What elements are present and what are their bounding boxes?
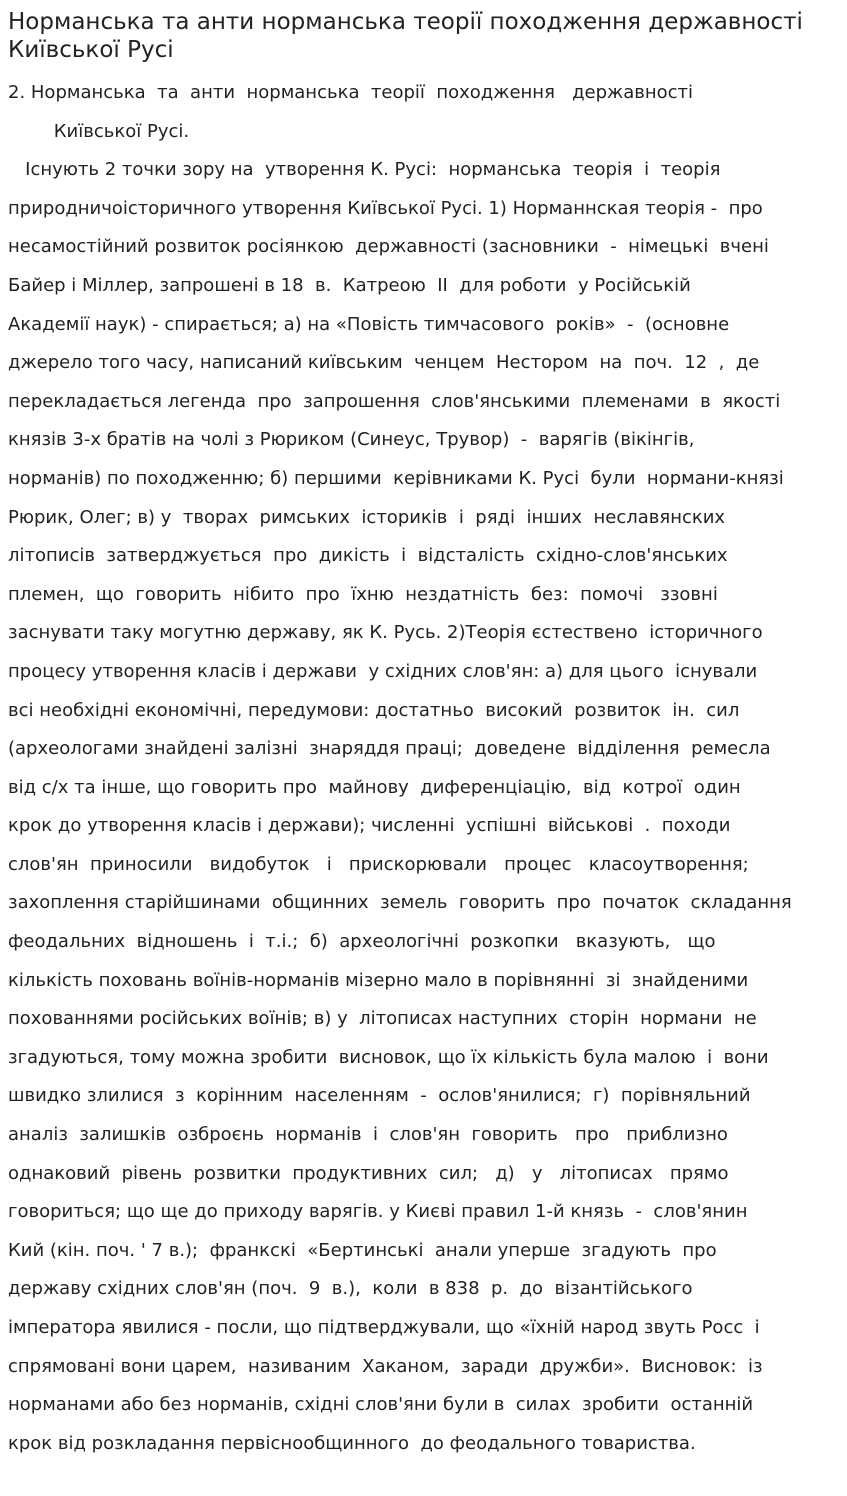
text-line: племен, що говорить нібито про їхню нездатність без: помочі ззовні [8, 583, 718, 605]
text-line: 2. Норманська та анти норманська теорії походження державності [8, 82, 694, 103]
text-line: процесу утворення класів і держави у східних слов'ян: а) для цього існували [8, 660, 758, 682]
text-line: (археологами знайдені залізні знаряддя праці; доведене відділення ремесла [8, 738, 771, 760]
text-line: заснувати таку могутню державу, як К. Русь. 2)Теорія єстествено історичного [8, 622, 763, 644]
text-line: Байер і Міллер, запрошені в 18 в. Катреою ІІ для роботи у Російській [8, 274, 691, 296]
text-line: кількість поховань воїнів-норманів мізерно мало в порівнянні зі знайденими [8, 969, 749, 991]
text-line: крок від розкладання первіснообщинного до феодального товариства. [8, 1432, 696, 1454]
document-title: Норманська та анти норманська теорії походження державності Київської Русі [8, 9, 803, 63]
text-line: норманів) по походженню; б) першими керівниками К. Русі були нормани-князі [8, 467, 784, 489]
text-line: похованнями російських воїнів; в) у літописах наступних сторін нормани не [8, 1008, 757, 1030]
text-line: Академії наук) - спирається; а) на «Повість тимчасового років» - (основне [8, 313, 730, 335]
text-line: несамостійний розвиток росіянкою державності (засновники - німецькі вчені [8, 236, 769, 258]
text-line: від с/х та інше, що говорить про майнову диференціацію, від котрої один [8, 776, 741, 798]
text-line: Кий (кін. поч. ' 7 в.); франкскі «Бертинські анали уперше згадують про [8, 1239, 717, 1261]
text-line: перекладається легенда про запрошення слов'янськими племенами в якості [8, 390, 781, 412]
text-line: норманами або без норманів, східні слов'яни були в силах зробити останній [8, 1394, 754, 1416]
text-line: феодальних відношень і т.і.; б) археологічні розкопки вказують, що [8, 931, 716, 953]
text-line: крок до утворення класів і держави); численні успішні військові . походи [8, 815, 731, 837]
text-line: Існують 2 точки зору на утворення К. Русі: норманська теорія і теорія [8, 159, 721, 181]
document-page [8, 8, 840, 1463]
text-line: Київської Русі. [8, 120, 190, 142]
text-line: літописів затверджується про дикість і відсталість східно-слов'янських [8, 545, 728, 567]
text-line: згадуються, тому можна зробити висновок, що їх кількість була малою і вони [8, 1046, 769, 1068]
document-body [8, 74, 840, 1463]
text-line: захоплення старійшинами общинних земель говорить про початок складання [8, 892, 792, 914]
text-line: Рюрик, Олег; в) у творах римських істориків і ряді інших неславянских [8, 506, 726, 528]
text-line: слов'ян приносили видобуток і прискорювали процес класоутворення; [8, 853, 749, 875]
text-line: імператора явилися - посли, що підтверджували, що «їхній народ звуть Росс і [8, 1317, 760, 1338]
text-line: джерело того часу, написаний київським ченцем Нестором на поч. 12 , де [8, 352, 760, 374]
text-line: однаковий рівень розвитки продуктивних сил; д) у літописах прямо [8, 1162, 729, 1184]
text-line: аналіз залишків озброєнь норманів і слов'ян говорить про приблизно [8, 1124, 728, 1146]
text-line: державу східних слов'ян (поч. 9 в.), коли в 838 р. до візантійського [8, 1278, 693, 1300]
text-line: природничоісторичного утворення Київської Русі. 1) Норманнская теорія - про [8, 197, 763, 219]
text-line: говориться; що ще до приходу варягів. у Києві правил 1-й князь - слов'янин [8, 1201, 748, 1223]
text-line: спрямовані вони царем, називаним Хаканом, заради дружби». Висновок: із [8, 1355, 763, 1377]
text-line: швидко злилися з корінним населенням - ослов'янилися; г) порівняльний [8, 1085, 751, 1107]
text-line: князів 3-х братів на чолі з Рюриком (Синеус, Трувор) - варягів (вікінгів, [8, 429, 695, 451]
text-line: всі необхідні економічні, передумови: достатньо високий розвиток ін. сил [8, 699, 740, 721]
